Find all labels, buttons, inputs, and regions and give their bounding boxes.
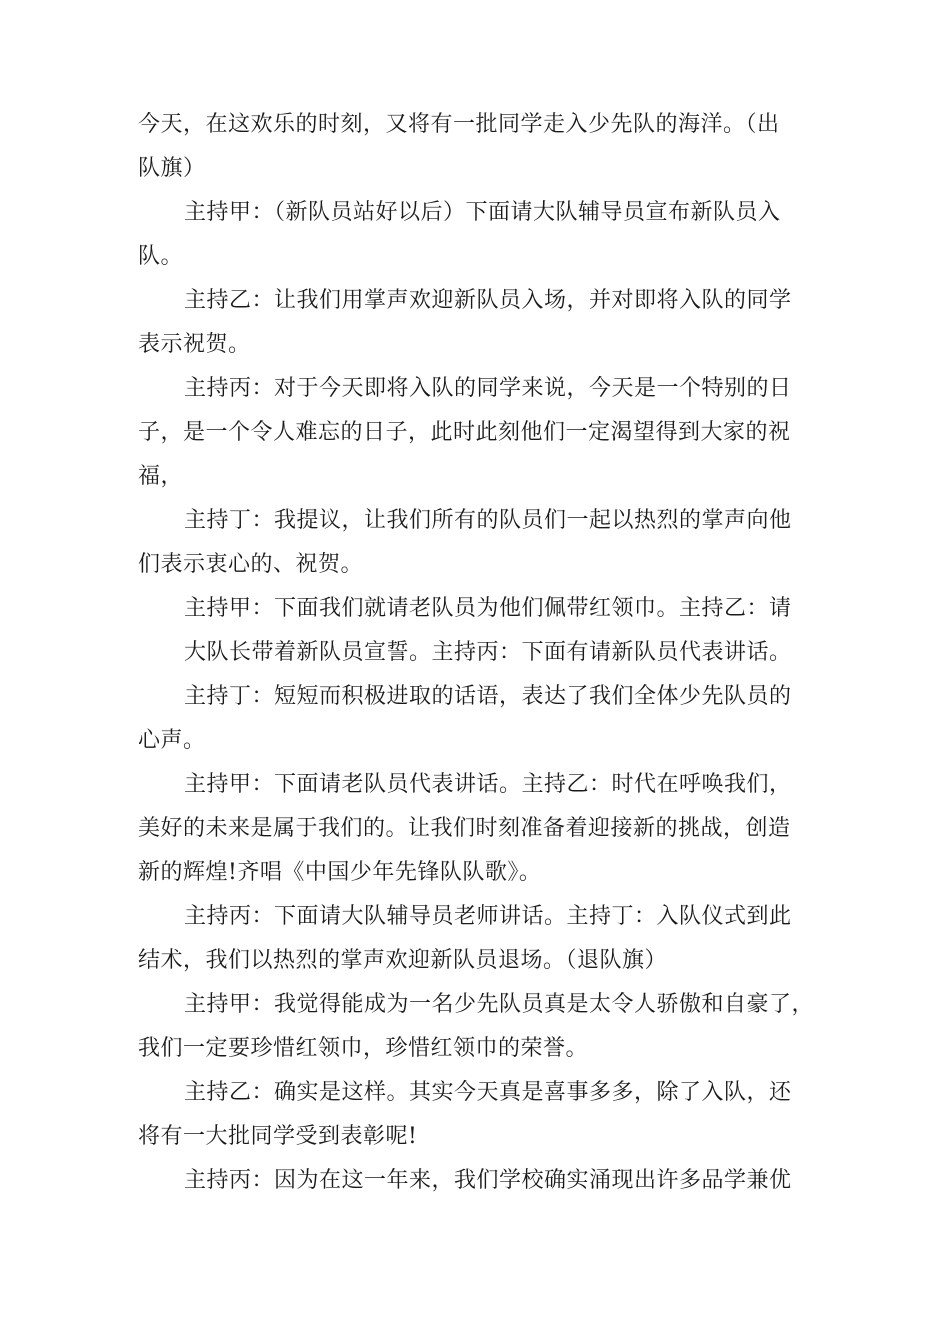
- paragraph-line: 队。: [138, 244, 184, 269]
- paragraph-line: 队旗）: [138, 156, 206, 181]
- document-body: [138, 103, 815, 1203]
- paragraph-5: [138, 499, 798, 587]
- paragraph-12: [138, 1159, 798, 1203]
- paragraph-line: 们表示衷心的、祝贺。: [138, 552, 364, 577]
- paragraph-4: [138, 367, 798, 499]
- paragraph-line: 将有一大批同学受到表彰呢!: [138, 1124, 418, 1149]
- paragraph-line: 主持丁：短短而积极进取的话语，表达了我们全体少先队员的: [184, 684, 792, 709]
- paragraph-7: [138, 675, 798, 763]
- paragraph-line: 今天，在这欢乐的时刻，又将有一批同学走入少先队的海洋。（出: [138, 112, 780, 137]
- paragraph-line: 主持乙：让我们用掌声欢迎新队员入场，并对即将入队的同学: [184, 288, 792, 313]
- paragraph-line: 结术，我们以热烈的掌声欢迎新队员退场。（退队旗）: [138, 948, 668, 973]
- paragraph-6: [138, 587, 798, 675]
- paragraph-line: 主持甲：（新队员站好以后）下面请大队辅导员宣布新队员入: [184, 200, 781, 225]
- paragraph-line: 主持甲：下面我们就请老队员为他们佩带红领巾。主持乙：请: [184, 596, 792, 621]
- paragraph-line: 主持丁：我提议，让我们所有的队员们一起以热烈的掌声向他: [184, 508, 792, 533]
- paragraph-line: 大队长带着新队员宣誓。主持丙：下面有请新队员代表讲话。: [184, 640, 792, 665]
- paragraph-11: [138, 1071, 798, 1159]
- paragraph-line: 新的辉煌!齐唱《中国少年先锋队队歌》。: [138, 860, 542, 885]
- paragraph-1: [138, 103, 798, 191]
- paragraph-9: [138, 895, 798, 983]
- paragraph-line: 主持甲：下面请老队员代表讲话。主持乙：时代在呼唤我们，: [184, 772, 792, 797]
- paragraph-10: [138, 983, 815, 1071]
- paragraph-line: 主持甲：我觉得能成为一名少先队员真是太令人骄傲和自豪了，: [184, 992, 815, 1017]
- paragraph-line: 主持丙：因为在这一年来，我们学校确实涌现出许多品学兼优: [184, 1168, 792, 1193]
- paragraph-line: 表示祝贺。: [138, 332, 251, 357]
- paragraph-line: 子，是一个令人难忘的日子，此时此刻他们一定渴望得到大家的祝: [138, 420, 791, 445]
- paragraph-line: 美好的未来是属于我们的。让我们时刻准备着迎接新的挑战，创造: [138, 816, 791, 841]
- paragraph-line: 福，: [138, 464, 184, 489]
- paragraph-line: 主持丙：下面请大队辅导员老师讲话。主持丁：入队仪式到此: [184, 904, 792, 929]
- paragraph-3: [138, 279, 798, 367]
- paragraph-line: 主持丙：对于今天即将入队的同学来说，今天是一个特别的日: [184, 376, 792, 401]
- paragraph-line: 我们一定要珍惜红领巾，珍惜红领巾的荣誉。: [138, 1036, 589, 1061]
- paragraph-8: [138, 763, 798, 895]
- paragraph-line: 心声。: [138, 728, 206, 753]
- paragraph-2: [138, 191, 798, 279]
- paragraph-line: 主持乙：确实是这样。其实今天真是喜事多多，除了入队，还: [184, 1080, 792, 1105]
